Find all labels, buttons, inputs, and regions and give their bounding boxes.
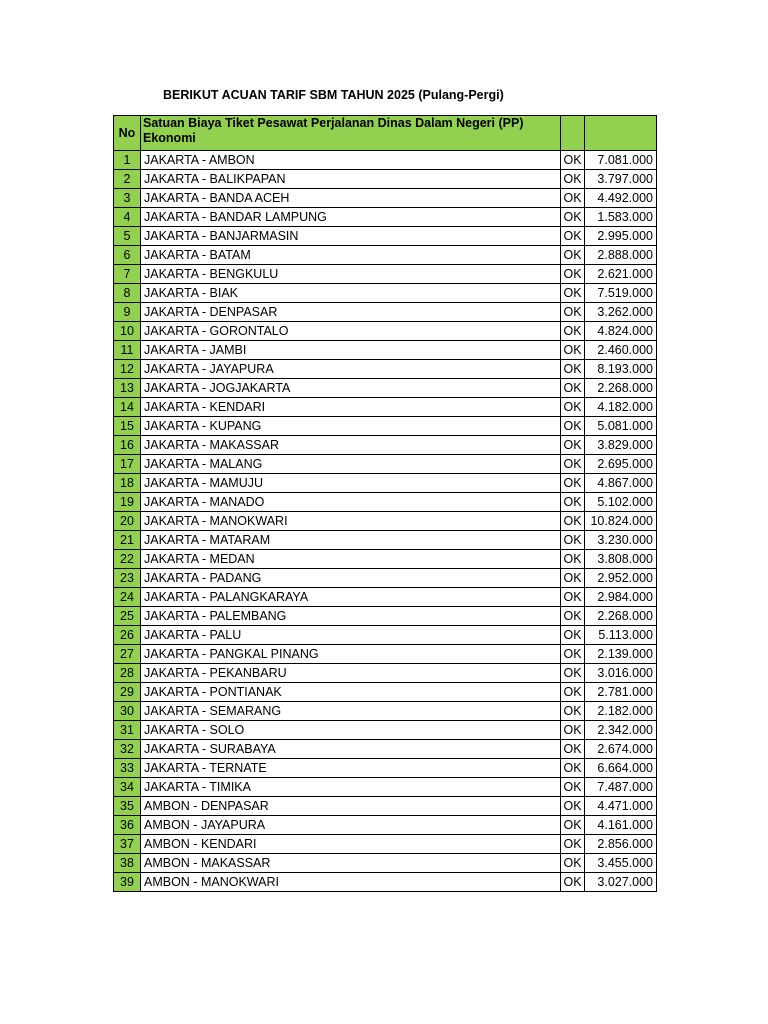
price-cell: 5.102.000 [585,493,657,512]
status-cell: OK [561,170,585,189]
header-price [585,116,657,151]
table-row [114,645,657,664]
price-cell: 2.695.000 [585,455,657,474]
row-number: 30 [114,702,141,721]
table-row [114,721,657,740]
table-row [114,189,657,208]
route-cell: JAKARTA - KENDARI [141,398,561,417]
status-cell: OK [561,683,585,702]
status-cell: OK [561,246,585,265]
row-number: 37 [114,835,141,854]
route-cell: JAKARTA - BANDA ACEH [141,189,561,208]
status-cell: OK [561,702,585,721]
price-cell: 2.268.000 [585,379,657,398]
price-cell: 7.519.000 [585,284,657,303]
price-cell: 3.797.000 [585,170,657,189]
row-number: 2 [114,170,141,189]
status-cell: OK [561,341,585,360]
table-row [114,436,657,455]
status-cell: OK [561,512,585,531]
route-cell: JAKARTA - JAMBI [141,341,561,360]
route-cell: JAKARTA - PALANGKARAYA [141,588,561,607]
route-cell: AMBON - MAKASSAR [141,854,561,873]
price-cell: 4.824.000 [585,322,657,341]
status-cell: OK [561,607,585,626]
price-cell: 3.829.000 [585,436,657,455]
price-cell: 7.487.000 [585,778,657,797]
row-number: 27 [114,645,141,664]
table-row [114,208,657,227]
table-row [114,759,657,778]
price-cell: 1.583.000 [585,208,657,227]
price-cell: 2.995.000 [585,227,657,246]
table-row [114,873,657,892]
row-number: 29 [114,683,141,702]
header-status [561,116,585,151]
table-row [114,170,657,189]
route-cell: JAKARTA - SURABAYA [141,740,561,759]
status-cell: OK [561,227,585,246]
status-cell: OK [561,759,585,778]
status-cell: OK [561,588,585,607]
table-row [114,227,657,246]
row-number: 1 [114,151,141,170]
route-cell: JAKARTA - MAKASSAR [141,436,561,455]
header-description: Satuan Biaya Tiket Pesawat Perjalanan Dinas Dalam Negeri (PP) Ekonomi [141,116,561,151]
table-row [114,303,657,322]
status-cell: OK [561,626,585,645]
status-cell: OK [561,474,585,493]
table-row [114,474,657,493]
route-cell: JAKARTA - MALANG [141,455,561,474]
price-cell: 4.867.000 [585,474,657,493]
table-row [114,569,657,588]
route-cell: AMBON - DENPASAR [141,797,561,816]
price-cell: 8.193.000 [585,360,657,379]
table-row [114,664,657,683]
price-cell: 3.016.000 [585,664,657,683]
table-row [114,246,657,265]
fare-table [113,115,657,892]
route-cell: JAKARTA - PEKANBARU [141,664,561,683]
status-cell: OK [561,284,585,303]
route-cell: JAKARTA - SEMARANG [141,702,561,721]
table-body [114,151,657,892]
table-row [114,797,657,816]
route-cell: JAKARTA - MATARAM [141,531,561,550]
price-cell: 3.455.000 [585,854,657,873]
row-number: 20 [114,512,141,531]
row-number: 14 [114,398,141,417]
status-cell: OK [561,645,585,664]
price-cell: 5.113.000 [585,626,657,645]
table-row [114,360,657,379]
route-cell: JAKARTA - MAMUJU [141,474,561,493]
price-cell: 2.952.000 [585,569,657,588]
route-cell: JAKARTA - MANADO [141,493,561,512]
price-cell: 2.460.000 [585,341,657,360]
route-cell: JAKARTA - BALIKPAPAN [141,170,561,189]
row-number: 18 [114,474,141,493]
status-cell: OK [561,740,585,759]
route-cell: JAKARTA - TERNATE [141,759,561,778]
table-row [114,493,657,512]
route-cell: JAKARTA - JAYAPURA [141,360,561,379]
route-cell: JAKARTA - PALEMBANG [141,607,561,626]
table-row [114,417,657,436]
route-cell: JAKARTA - TIMIKA [141,778,561,797]
price-cell: 6.664.000 [585,759,657,778]
status-cell: OK [561,208,585,227]
route-cell: JAKARTA - PONTIANAK [141,683,561,702]
row-number: 34 [114,778,141,797]
table-row [114,284,657,303]
status-cell: OK [561,417,585,436]
route-cell: JAKARTA - GORONTALO [141,322,561,341]
price-cell: 3.262.000 [585,303,657,322]
route-cell: AMBON - MANOKWARI [141,873,561,892]
row-number: 11 [114,341,141,360]
price-cell: 2.781.000 [585,683,657,702]
table-row [114,588,657,607]
status-cell: OK [561,436,585,455]
status-cell: OK [561,569,585,588]
status-cell: OK [561,455,585,474]
table-row [114,816,657,835]
row-number: 28 [114,664,141,683]
route-cell: JAKARTA - KUPANG [141,417,561,436]
row-number: 5 [114,227,141,246]
row-number: 23 [114,569,141,588]
table-row [114,322,657,341]
row-number: 24 [114,588,141,607]
price-cell: 2.674.000 [585,740,657,759]
table-row [114,398,657,417]
table-row [114,702,657,721]
price-cell: 2.182.000 [585,702,657,721]
table-row [114,835,657,854]
table-row [114,626,657,645]
route-cell: JAKARTA - BANDAR LAMPUNG [141,208,561,227]
price-cell: 2.888.000 [585,246,657,265]
price-cell: 4.471.000 [585,797,657,816]
route-cell: JAKARTA - BIAK [141,284,561,303]
route-cell: JAKARTA - AMBON [141,151,561,170]
status-cell: OK [561,873,585,892]
row-number: 6 [114,246,141,265]
row-number: 22 [114,550,141,569]
row-number: 4 [114,208,141,227]
price-cell: 2.984.000 [585,588,657,607]
row-number: 26 [114,626,141,645]
status-cell: OK [561,322,585,341]
price-cell: 2.621.000 [585,265,657,284]
route-cell: AMBON - KENDARI [141,835,561,854]
table-row [114,455,657,474]
status-cell: OK [561,493,585,512]
price-cell: 3.230.000 [585,531,657,550]
price-cell: 7.081.000 [585,151,657,170]
row-number: 9 [114,303,141,322]
status-cell: OK [561,797,585,816]
price-cell: 3.027.000 [585,873,657,892]
route-cell: JAKARTA - SOLO [141,721,561,740]
table-row [114,683,657,702]
price-cell: 2.268.000 [585,607,657,626]
status-cell: OK [561,265,585,284]
header-no: No [114,116,141,151]
price-cell: 3.808.000 [585,550,657,569]
row-number: 25 [114,607,141,626]
status-cell: OK [561,303,585,322]
price-cell: 2.856.000 [585,835,657,854]
status-cell: OK [561,379,585,398]
status-cell: OK [561,550,585,569]
route-cell: JAKARTA - BENGKULU [141,265,561,284]
row-number: 39 [114,873,141,892]
table-row [114,379,657,398]
table-row [114,151,657,170]
route-cell: JAKARTA - PALU [141,626,561,645]
row-number: 15 [114,417,141,436]
status-cell: OK [561,816,585,835]
table-row [114,341,657,360]
price-cell: 2.342.000 [585,721,657,740]
price-cell: 4.161.000 [585,816,657,835]
row-number: 21 [114,531,141,550]
table-row [114,512,657,531]
route-cell: JAKARTA - PADANG [141,569,561,588]
row-number: 10 [114,322,141,341]
route-cell: AMBON - JAYAPURA [141,816,561,835]
status-cell: OK [561,721,585,740]
route-cell: JAKARTA - DENPASAR [141,303,561,322]
row-number: 12 [114,360,141,379]
route-cell: JAKARTA - JOGJAKARTA [141,379,561,398]
status-cell: OK [561,664,585,683]
table-row [114,740,657,759]
row-number: 13 [114,379,141,398]
row-number: 16 [114,436,141,455]
row-number: 3 [114,189,141,208]
status-cell: OK [561,151,585,170]
price-cell: 5.081.000 [585,417,657,436]
status-cell: OK [561,835,585,854]
row-number: 35 [114,797,141,816]
row-number: 38 [114,854,141,873]
price-cell: 4.182.000 [585,398,657,417]
row-number: 17 [114,455,141,474]
document-title: BERIKUT ACUAN TARIF SBM TAHUN 2025 (Pulang-Pergi) [163,88,504,102]
row-number: 36 [114,816,141,835]
route-cell: JAKARTA - MANOKWARI [141,512,561,531]
row-number: 7 [114,265,141,284]
table-row [114,550,657,569]
table-header-row [114,116,657,151]
row-number: 31 [114,721,141,740]
route-cell: JAKARTA - MEDAN [141,550,561,569]
route-cell: JAKARTA - PANGKAL PINANG [141,645,561,664]
table-row [114,531,657,550]
route-cell: JAKARTA - BATAM [141,246,561,265]
row-number: 19 [114,493,141,512]
status-cell: OK [561,854,585,873]
price-cell: 4.492.000 [585,189,657,208]
status-cell: OK [561,531,585,550]
status-cell: OK [561,778,585,797]
row-number: 8 [114,284,141,303]
status-cell: OK [561,398,585,417]
price-cell: 10.824.000 [585,512,657,531]
table-row [114,265,657,284]
row-number: 33 [114,759,141,778]
route-cell: JAKARTA - BANJARMASIN [141,227,561,246]
table-row [114,854,657,873]
status-cell: OK [561,360,585,379]
table-row [114,607,657,626]
status-cell: OK [561,189,585,208]
price-cell: 2.139.000 [585,645,657,664]
table-row [114,778,657,797]
row-number: 32 [114,740,141,759]
